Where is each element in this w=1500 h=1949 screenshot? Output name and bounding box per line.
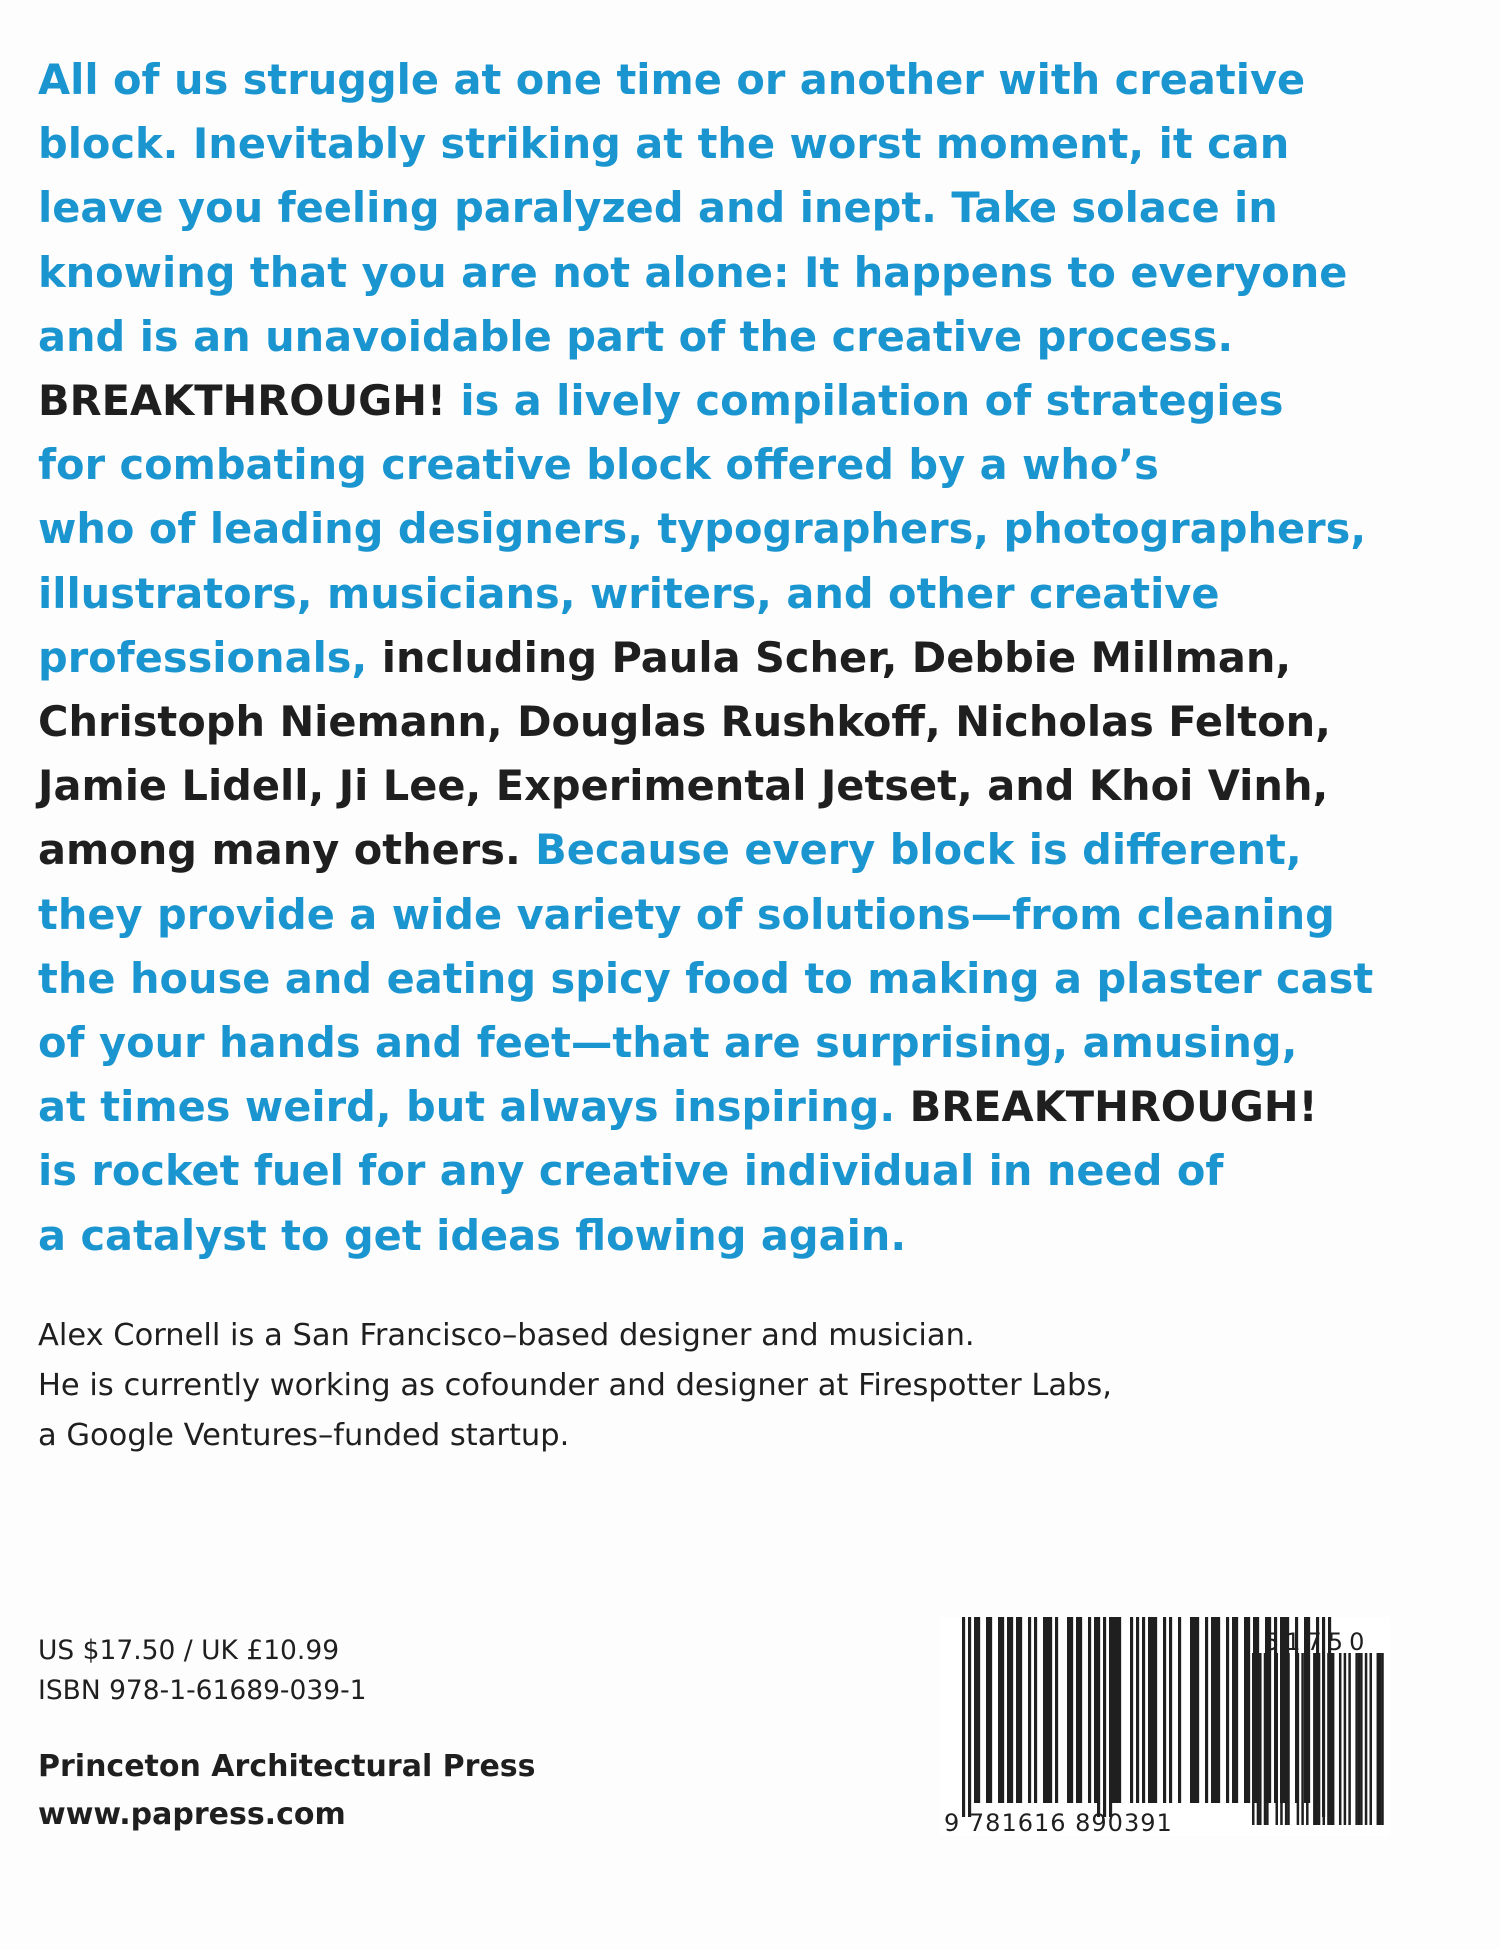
barcode-bar [1330, 1653, 1333, 1825]
barcode-bar [1190, 1617, 1193, 1803]
barcode-bar [1130, 1617, 1133, 1803]
barcode-bar [1196, 1617, 1199, 1803]
barcode-bar [1169, 1617, 1172, 1803]
blurb-line [38, 562, 1438, 626]
barcode-bar [962, 1617, 965, 1817]
bio-line: He is currently working as cofounder and designer at Firespotter Labs, [38, 1368, 1112, 1403]
blurb-line [38, 241, 1438, 305]
blurb-line [38, 883, 1438, 947]
bio-line: a Google Ventures–funded startup. [38, 1418, 570, 1453]
barcode-bar [1205, 1617, 1208, 1803]
blurb-text: illustrators, musicians, writers, and other creative [38, 568, 1220, 618]
barcode-bar [1136, 1617, 1139, 1803]
barcode-bar [1276, 1653, 1279, 1825]
barcode-bar [1016, 1617, 1019, 1803]
barcode-bar [1034, 1617, 1037, 1803]
barcode-bar [1287, 1653, 1290, 1825]
publisher-url: www.papress.com [38, 1797, 346, 1832]
barcode-bar [1076, 1617, 1079, 1803]
blurb-line [38, 369, 1438, 433]
barcode-bar [1151, 1617, 1154, 1803]
publisher-name: Princeton Architectural Press [38, 1749, 536, 1784]
barcode-bar [1067, 1617, 1070, 1803]
blurb-text: block. Inevitably striking at the worst moment, it can [38, 119, 1290, 169]
barcode-bar [1103, 1617, 1106, 1817]
barcode-bar [1344, 1653, 1347, 1825]
barcode-bar [1118, 1617, 1121, 1803]
barcode-addon-digits: 51750 [1264, 1628, 1371, 1656]
barcode-bar [1070, 1617, 1073, 1803]
barcode-bar [1097, 1617, 1100, 1817]
barcode-bar [1285, 1653, 1288, 1825]
barcode-bar [1358, 1653, 1361, 1825]
barcode-bar [1379, 1653, 1382, 1825]
barcode-bar [977, 1617, 980, 1803]
blurb-text: who of leading designers, typographers, photographers, [38, 504, 1367, 554]
barcode-bar [1088, 1617, 1091, 1803]
barcode-bar [1297, 1653, 1300, 1825]
blurb-line [38, 1011, 1438, 1075]
barcode-bar [1163, 1617, 1166, 1803]
barcode-bar [1046, 1617, 1049, 1803]
blurb-text: they provide a wide variety of solutions—from cleaning [38, 889, 1335, 939]
blurb-text: Because every block is different, [535, 825, 1302, 875]
blurb-text: is rocket fuel for any creative individual in need of [38, 1146, 1224, 1196]
blurb-text: leave you feeling paralyzed and inept. Take solace in [38, 183, 1278, 233]
barcode-bar [1115, 1617, 1118, 1803]
barcode-bar [968, 1617, 971, 1817]
barcode-bar [1094, 1617, 1097, 1803]
barcode-bar [1112, 1617, 1115, 1803]
barcode-bar [1381, 1653, 1384, 1825]
barcode-bar [1235, 1617, 1238, 1803]
blurb-emphasis-text: Jamie Lidell, Ji Lee, Experimental Jetset, and Khoi Vinh, [38, 761, 1329, 811]
barcode-bar [1010, 1617, 1013, 1803]
barcode-bar [1306, 1653, 1309, 1825]
blurb-line [38, 690, 1438, 754]
blurb-emphasis-text: BREAKTHROUGH! [38, 376, 461, 426]
price-text: US $17.50 / UK £10.99 [38, 1635, 340, 1666]
barcode-bar [1217, 1617, 1220, 1803]
barcode-bar [1193, 1617, 1196, 1803]
barcode-bar [1348, 1653, 1351, 1825]
barcode-main-digits: 9 781616 890391 [944, 1809, 1173, 1837]
isbn-text: ISBN 978-1-61689-039-1 [38, 1675, 367, 1706]
barcode-bar [986, 1617, 989, 1803]
barcode-bar [1327, 1653, 1330, 1825]
barcode-bar [1028, 1617, 1031, 1803]
barcode-bar [1280, 1653, 1283, 1825]
blurb-line [38, 1139, 1438, 1203]
barcode-bar [1332, 1653, 1335, 1825]
barcode-bar [1142, 1617, 1145, 1803]
blurb-text: a catalyst to get ideas flowing again. [38, 1210, 907, 1260]
barcode-bar [1244, 1617, 1247, 1803]
blurb-line [38, 626, 1438, 690]
barcode-bar [1264, 1653, 1267, 1825]
blurb-line [38, 48, 1438, 112]
barcode-bar [1109, 1617, 1112, 1817]
blurb-text: and is an unavoidable part of the creative process. [38, 311, 1234, 361]
blurb-line [38, 818, 1438, 882]
barcode-bar [1247, 1617, 1250, 1803]
barcode-bar [1211, 1617, 1214, 1803]
barcode-bar [1055, 1617, 1058, 1803]
barcode-bar [1001, 1617, 1004, 1803]
barcode-bar [1315, 1653, 1318, 1825]
barcode-bar [1259, 1653, 1262, 1825]
barcode-bar [1079, 1617, 1082, 1803]
barcode-bar [1266, 1653, 1269, 1825]
blurb-text: of your hands and feet—that are surprising, amusing, [38, 1018, 1298, 1068]
blurb-paragraph [38, 48, 1438, 1268]
barcode-bar [1049, 1617, 1052, 1803]
publisher-block [38, 1743, 536, 1839]
blurb-line [38, 433, 1438, 497]
barcode-bar [1178, 1617, 1181, 1803]
blurb-line [38, 1204, 1438, 1268]
barcode-bar [1360, 1653, 1363, 1825]
barcode-bar [989, 1617, 992, 1803]
blurb-text: at times weird, but always inspiring. [38, 1082, 910, 1132]
barcode-bar [1252, 1653, 1255, 1825]
barcode-bar [1232, 1617, 1235, 1803]
blurb-text: knowing that you are not alone: It happens to everyone [38, 247, 1348, 297]
barcode-bar [1257, 1653, 1260, 1825]
blurb-text: All of us struggle at one time or another with creative [38, 55, 1306, 104]
barcode-bar [1226, 1617, 1229, 1803]
blurb-text: the house and eating spicy food to making a plaster cast [38, 953, 1374, 1003]
barcode-bar [1377, 1653, 1380, 1825]
blurb-emphasis-text: BREAKTHROUGH! [909, 1082, 1318, 1132]
blurb-text: is a lively compilation of strategies [460, 376, 1284, 426]
barcode-bar [1154, 1617, 1157, 1803]
barcode-bar [1214, 1617, 1217, 1803]
blurb-emphasis-text: including Paula Scher, Debbie Millman, [381, 632, 1292, 682]
blurb-line [38, 754, 1438, 818]
barcode-bar [974, 1617, 977, 1803]
barcode-bar [1301, 1653, 1304, 1825]
blurb-line [38, 497, 1438, 561]
barcode-bar [1370, 1653, 1373, 1825]
barcode-bar [1339, 1653, 1342, 1825]
barcode-bar [1007, 1617, 1010, 1803]
barcode-bar [1043, 1617, 1046, 1803]
blurb-text: professionals, [38, 632, 382, 682]
price-block [38, 1631, 367, 1711]
author-bio [38, 1311, 1112, 1461]
barcode-bar [1318, 1653, 1321, 1825]
barcode-bar [1323, 1653, 1326, 1825]
barcode-bar [1148, 1617, 1151, 1803]
blurb-line [38, 176, 1438, 240]
barcode-bar [1365, 1653, 1368, 1825]
blurb-line [38, 305, 1438, 369]
barcode-bar [1355, 1653, 1358, 1825]
blurb-line [38, 1075, 1438, 1139]
bio-line: Alex Cornell is a San Francisco–based designer and musician. [38, 1318, 975, 1353]
barcode-bar [998, 1617, 1001, 1803]
barcode-bar [1313, 1653, 1316, 1825]
barcode-bar [1019, 1617, 1022, 1803]
blurb-emphasis-text: among many others. [38, 825, 536, 875]
blurb-line [38, 947, 1438, 1011]
blurb-emphasis-text: Christoph Niemann, Douglas Rushkoff, Nicholas Felton, [38, 697, 1331, 747]
blurb-line [38, 112, 1438, 176]
blurb-text: for combating creative block offered by a who’s [38, 440, 1159, 490]
